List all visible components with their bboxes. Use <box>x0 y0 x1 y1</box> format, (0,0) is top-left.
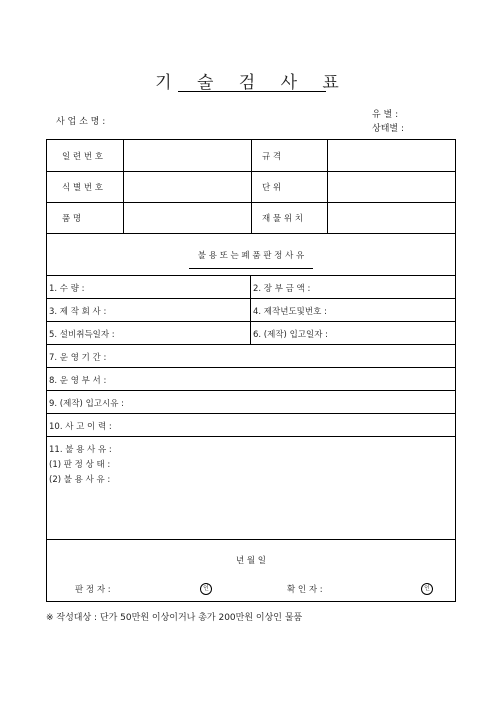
grid-line <box>47 413 455 414</box>
receipt-reason-label: 9. (제작) 입고시유 : <box>49 399 124 409</box>
grid-line <box>47 321 455 322</box>
grid-line <box>47 298 455 299</box>
quantity-label: 1. 수 량 : <box>49 284 85 294</box>
grid-line <box>47 275 455 276</box>
seal-mark: 인 <box>421 583 433 595</box>
disuse-detail-label: (2) 불 용 사 유 : <box>49 475 111 485</box>
footnote: ※ 작성대상 : 단가 50만원 이상이거나 총가 200만원 이상인 물품 <box>46 613 303 623</box>
grid-line <box>47 539 455 540</box>
date-line: 년 월 일 <box>235 556 267 566</box>
manufacturer-label: 3. 제 작 회 사 : <box>49 307 107 317</box>
year-serial-label: 4. 제작년도및번호 : <box>253 307 327 317</box>
grid-line <box>47 344 455 345</box>
grid-line <box>47 436 455 437</box>
id-number-label: 식 별 번 호 <box>62 183 103 193</box>
grid-line <box>47 171 455 172</box>
inspection-form <box>46 139 456 602</box>
spec-label: 규 격 <box>262 152 282 162</box>
type-label: 유 별 : <box>372 110 399 120</box>
location-label: 재 물 위 치 <box>262 214 303 224</box>
judgment-status-label: (1) 판 정 상 태 : <box>49 460 111 470</box>
seal-mark: 인 <box>200 583 212 595</box>
title-underline <box>178 91 326 92</box>
grid-line <box>47 390 455 391</box>
section-title: 불 용 또 는 폐 품 판 정 사 유 <box>197 251 305 261</box>
company-label: 사 업 소 명 : <box>56 117 106 127</box>
grid-line <box>327 140 328 233</box>
unit-label: 단 위 <box>262 183 282 193</box>
page-title: 기 술 검 사 표 <box>155 73 349 93</box>
accident-history-label: 10. 사 고 이 력 : <box>49 422 112 432</box>
grid-line <box>251 140 252 233</box>
grid-line <box>47 233 455 234</box>
acquisition-date-label: 5. 설비취득일자 : <box>49 330 115 340</box>
item-name-label: 품 명 <box>62 214 82 224</box>
operating-department-label: 8. 운 영 부 서 : <box>49 376 107 386</box>
judge-label: 판 정 자 : <box>75 585 111 595</box>
status-label: 상태별 : <box>372 124 404 134</box>
operation-period-label: 7. 운 영 기 간 : <box>49 353 107 363</box>
disuse-reason-label: 11. 불 용 사 유 : <box>49 445 112 455</box>
grid-line <box>250 275 251 344</box>
confirm-label: 확 인 자 : <box>287 585 323 595</box>
book-value-label: 2. 장 부 금 액 : <box>253 284 311 294</box>
grid-line <box>47 202 455 203</box>
receipt-date-label: 6. (제작) 입고일자 : <box>253 330 328 340</box>
section-underline <box>189 268 313 269</box>
grid-line <box>47 367 455 368</box>
grid-line <box>123 140 124 233</box>
serial-number-label: 일 련 번 호 <box>62 152 103 162</box>
